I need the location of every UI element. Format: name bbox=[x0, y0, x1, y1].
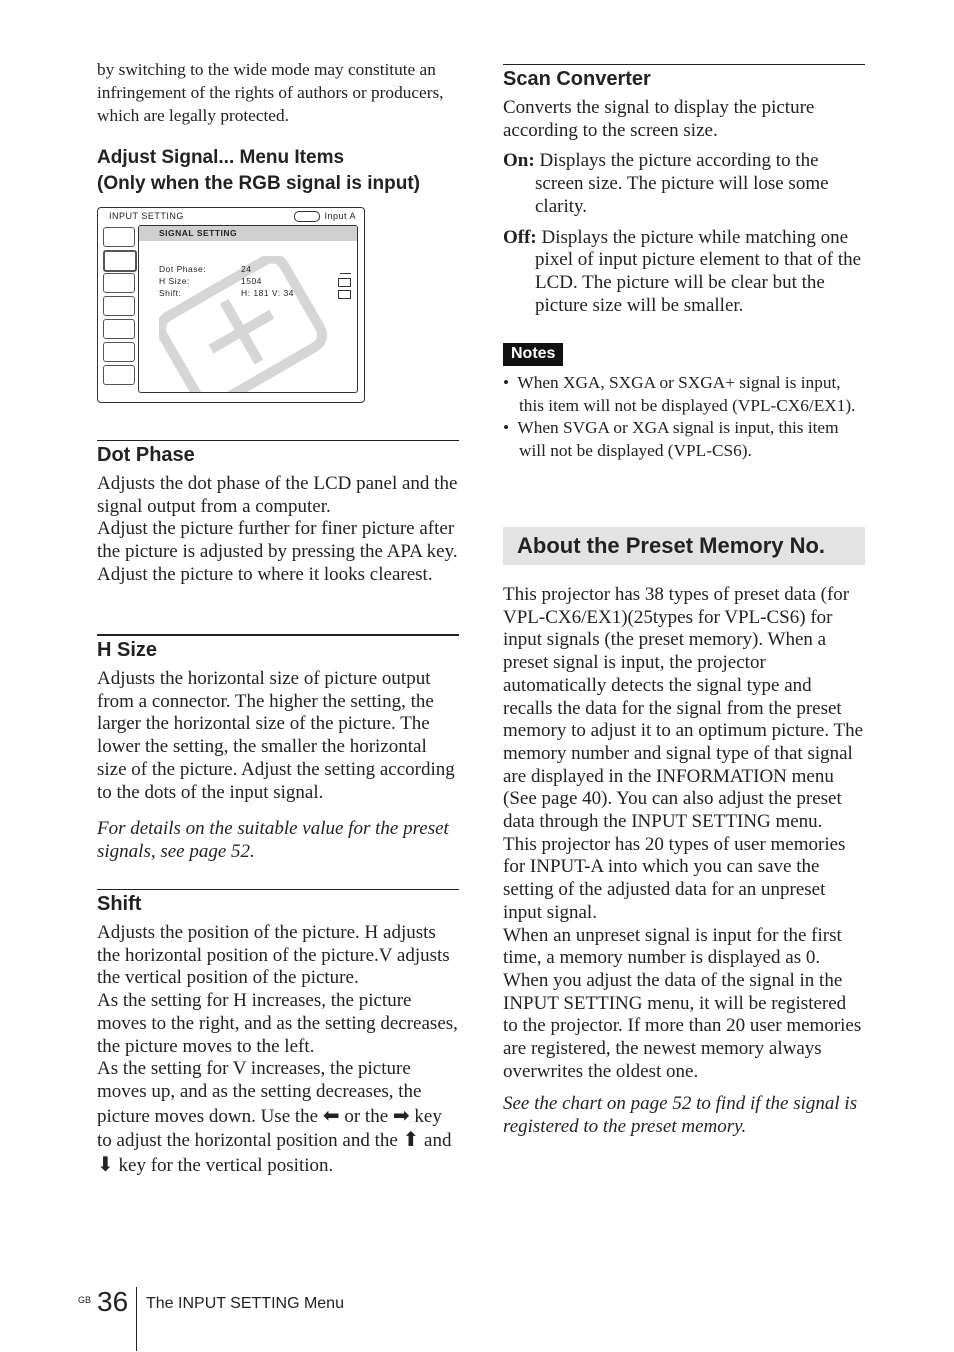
menu-setting-icon bbox=[103, 296, 135, 316]
signal-setting-panel bbox=[138, 225, 358, 393]
menu-row-label: H Size: bbox=[159, 276, 190, 286]
h-size-heading: H Size bbox=[97, 639, 158, 661]
preset-page-reference: See the chart on page 52 to find if the signal is registered to the preset memory. bbox=[503, 1093, 858, 1138]
installation-menu-icon bbox=[103, 319, 135, 339]
menu-row-value: 1504 bbox=[241, 276, 262, 286]
input-setting-menu-screenshot bbox=[97, 207, 365, 403]
picture-menu-icon bbox=[103, 227, 135, 247]
dot-phase-heading: Dot Phase bbox=[97, 444, 195, 466]
memory-menu-icon bbox=[103, 365, 135, 385]
page-number: 36 bbox=[97, 1286, 129, 1317]
preset-memory-heading: About the Preset Memory No. bbox=[503, 527, 865, 565]
footer-divider bbox=[136, 1287, 137, 1351]
shift-heading: Shift bbox=[97, 893, 142, 915]
note-item: • When XGA, SXGA or SXGA+ signal is input, this item will not be displayed (VPL-CX6/EX1). bbox=[503, 373, 856, 415]
arrow-left-icon: ⬅ bbox=[322, 1102, 340, 1127]
dot-phase-icon bbox=[340, 266, 351, 274]
h-size-section: H Size Adjusts the horizontal size of picture output from a connector. The higher the setting, the larger the horizontal size of the picture. The lower the setting, the smaller the horizontal size of the picture. Adjust the setting according to the dots of the input signal. For details on the suitable value for the preset signals, see page 52. bbox=[97, 634, 459, 864]
menu-input-indicator: Input A bbox=[294, 211, 356, 222]
adjust-signal-heading: Adjust Signal... Menu Items (Only when the RGB signal is input) bbox=[97, 147, 421, 194]
signal-setting-bar: SIGNAL SETTING bbox=[139, 226, 357, 241]
menu-row-value: H: 181 V: 34 bbox=[241, 288, 294, 298]
notes-block bbox=[503, 343, 865, 462]
h-size-icon bbox=[338, 278, 351, 287]
menu-row-value: 24 bbox=[241, 264, 252, 274]
notes-badge: Notes bbox=[503, 343, 563, 366]
arrow-up-icon: ⬆ bbox=[402, 1127, 420, 1152]
shift-section: Shift Adjusts the position of the picture. H adjusts the horizontal position of the picture.V adjusts the vertical position of the picture. As the setting for H increases, the picture moves to the right, and as the setting decreases, the picture moves to the left. As the setting for V increases, the picture moves up, and as the setting decreases, the picture moves down. Use the ⬅ or the ➡ key to adjust the horizontal position and the ⬆ and ⬇ key for the vertical position. bbox=[97, 889, 459, 1178]
menu-row-label: Shift: bbox=[159, 288, 182, 298]
footer-gb-label: GB bbox=[78, 1295, 92, 1305]
scan-off-definition: Off: Displays the picture while matching one pixel of input picture element to that of the LCD. The picture will be clear but the picture size will be smaller. bbox=[503, 226, 862, 316]
note-item: • When SVGA or XGA signal is input, this item will not be displayed (VPL-CS6). bbox=[503, 418, 839, 460]
preset-memory-section: This projector has 38 types of preset data (for VPL-CX6/EX1)(25types for VPL-CS6) for input signals (the preset memory). When a preset signal is input, the projector automatically detects the signal type and recalls the data for the signal from the preset memory to adjust it to an optimum picture. The memory number and signal type of that signal are displayed in the INFORMATION menu (See page 40). You can also adjust the preset data through the INPUT SETTING menu. This projector has 20 types of user memories for INPUT-A into which you can save the setting of the adjusted data for an unpreset input signal. When an unpreset signal is input for the first time, a memory number is displayed as 0. When you adjust the data of the signal in the INPUT SETTING menu, it will be registered to the projector. If more than 20 user memories are registered, the newest memory always overwrites the oldest one. See the chart on page 52 to find if the signal is registered to the preset memory. bbox=[503, 584, 864, 1138]
menu-row-label: Dot Phase: bbox=[159, 264, 207, 274]
footer-section-title: The INPUT SETTING Menu bbox=[146, 1295, 344, 1312]
input-icon bbox=[294, 211, 320, 222]
intro-paragraph: by switching to the wide mode may constitute an infringement of the rights of authors or producers, which are legally protected. bbox=[97, 60, 444, 125]
setting-menu-icon bbox=[103, 273, 135, 293]
h-size-page-reference: For details on the suitable value for the preset signals, see page 52. bbox=[97, 818, 449, 862]
arrow-right-icon: ➡ bbox=[392, 1102, 410, 1127]
scan-converter-heading: Scan Converter bbox=[503, 68, 651, 90]
scan-on-definition: On: Displays the picture according to the screen size. The picture will lose some clarity. bbox=[503, 150, 829, 217]
menu-title: INPUT SETTING bbox=[109, 211, 184, 221]
information-menu-icon bbox=[103, 342, 135, 362]
input-setting-menu-icon bbox=[103, 250, 137, 272]
dot-phase-section: Dot Phase Adjusts the dot phase of the LCD panel and the signal output from a computer. Adjust the picture further for finer picture after the picture is adjusted by pressing the APA key. Adjust the picture to where it looks clearest. bbox=[97, 440, 459, 587]
scan-converter-section: Scan Converter Converts the signal to display the picture according to the screen size. On: Displays the picture according to the screen size. The picture will lose some clarity. Off: Displays the picture while matching one pixel of input picture element to that of the LCD. The picture will be clear but the picture size will be smaller. bbox=[503, 64, 865, 317]
shift-icon bbox=[338, 290, 351, 299]
arrow-down-icon: ⬇ bbox=[97, 1152, 114, 1177]
